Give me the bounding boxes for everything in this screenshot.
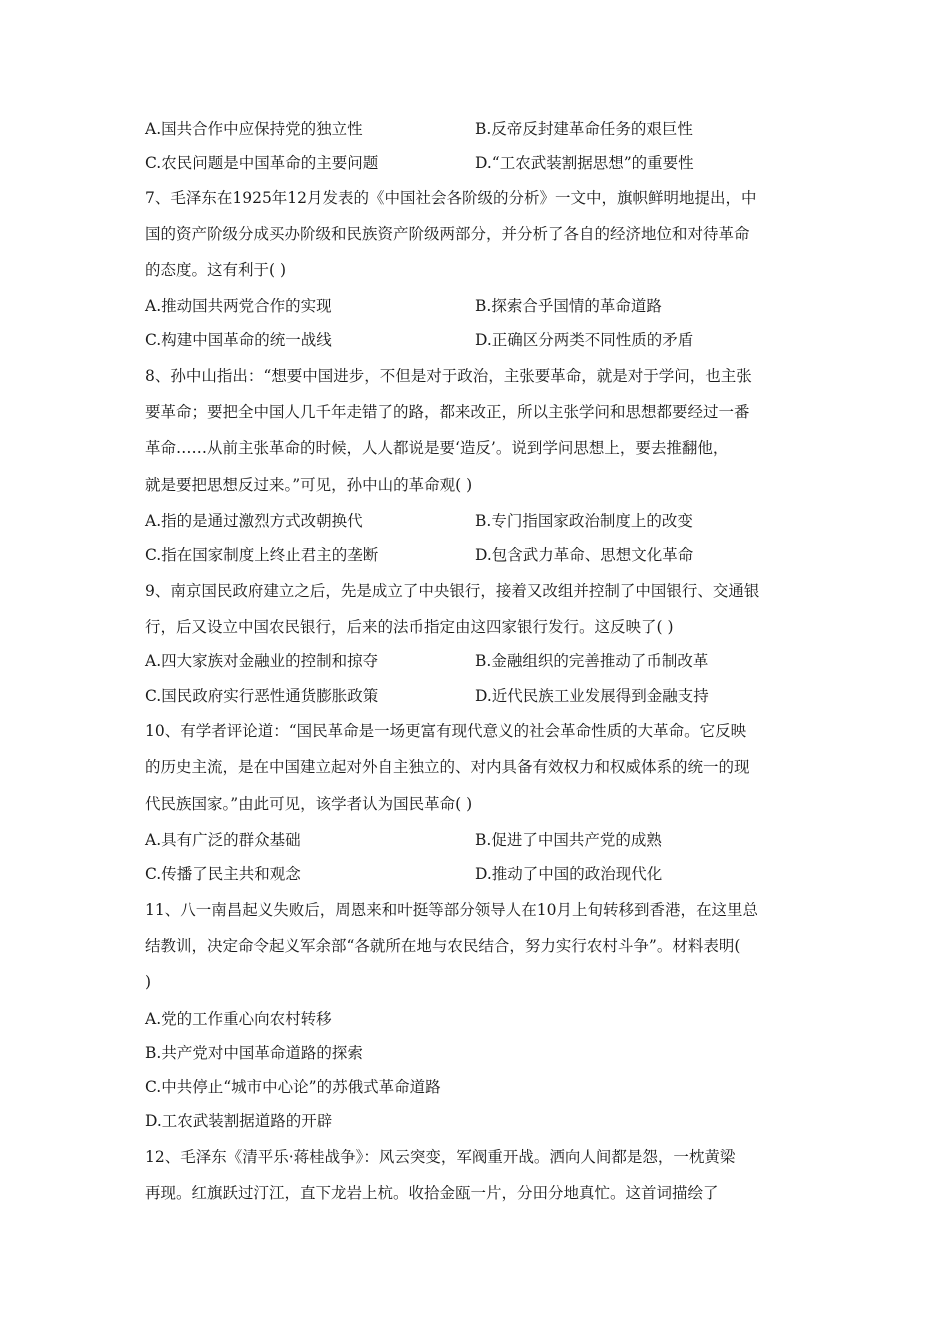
q8-stem-line-1: 8、孙中山指出：“想要中国进步，不但是对于政治，主张要革命，就是对于学问，也主张	[145, 367, 752, 385]
q7-option-d: D.正确区分两类不同性质的矛盾	[475, 331, 694, 349]
q10-option-a: A.具有广泛的群众基础	[145, 831, 301, 849]
q7-stem-line-1: 7、毛泽东在1925年12月发表的《中国社会各阶级的分析》一文中，旗帜鲜明地提出，中	[145, 189, 757, 207]
q6-option-c: C.农民问题是中国革命的主要问题	[145, 154, 379, 172]
q10-stem-line-1: 10、有学者评论道：“国民革命是一场更富有现代意义的社会革命性质的大革命。它反映	[145, 722, 747, 740]
q11-stem-line-3: )	[145, 973, 152, 991]
q6-option-b: B.反帝反封建革命任务的艰巨性	[475, 120, 693, 138]
q8-option-c: C.指在国家制度上终止君主的垄断	[145, 546, 379, 564]
q11-option-a: A.党的工作重心向农村转移	[145, 1010, 332, 1028]
q9-option-b: B.金融组织的完善推动了币制改革	[475, 652, 709, 670]
q11-stem-line-1: 11、八一南昌起义失败后，周恩来和叶挺等部分领导人在10月上旬转移到香港，在这里总	[145, 901, 758, 919]
q8-stem-line-3: 革命……从前主张革命的时候，人人都说是要‘造反’。说到学问思想上，要去推翻他，	[145, 439, 729, 457]
q10-option-c: C.传播了民主共和观念	[145, 865, 301, 883]
q6-option-a: A.国共合作中应保持党的独立性	[145, 120, 363, 138]
q10-option-d: D.推动了中国的政治现代化	[475, 865, 663, 883]
q11-stem-line-2: 结教训，决定命令起义军余部“各就所在地与农民结合，努力实行农村斗争”。材料表明(	[145, 937, 741, 955]
q8-option-b: B.专门指国家政治制度上的改变	[475, 512, 693, 530]
q7-option-c: C.构建中国革命的统一战线	[145, 331, 332, 349]
q9-stem-line-1: 9、南京国民政府建立之后，先是成立了中央银行，接着又改组并控制了中国银行、交通银	[145, 582, 760, 600]
q12-stem-line-1: 12、毛泽东《清平乐·蒋桂战争》：风云突变，军阀重开战。洒向人间都是怨，一枕黄梁	[145, 1148, 736, 1166]
q8-option-a: A.指的是通过激烈方式改朝换代	[145, 512, 363, 530]
q9-option-a: A.四大家族对金融业的控制和掠夺	[145, 652, 379, 670]
q10-option-b: B.促进了中国共产党的成熟	[475, 831, 662, 849]
q11-option-c: C.中共停止“城市中心论”的苏俄式革命道路	[145, 1078, 441, 1096]
q11-option-b: B.共产党对中国革命道路的探索	[145, 1044, 363, 1062]
q11-option-d: D.工农武装割据道路的开辟	[145, 1112, 333, 1130]
q10-stem-line-3: 代民族国家。”由此可见，该学者认为国民革命( )	[145, 795, 473, 813]
q7-option-a: A.推动国共两党合作的实现	[145, 297, 332, 315]
q9-option-d: D.近代民族工业发展得到金融支持	[475, 687, 709, 705]
q9-option-c: C.国民政府实行恶性通货膨胀政策	[145, 687, 379, 705]
q12-stem-line-2: 再现。红旗跃过汀江，直下龙岩上杭。收拾金瓯一片，分田分地真忙。这首词描绘了	[145, 1184, 719, 1202]
q8-option-d: D.包含武力革命、思想文化革命	[475, 546, 694, 564]
q7-stem-line-3: 的态度。这有利于( )	[145, 261, 287, 279]
q10-stem-line-2: 的历史主流，是在中国建立起对外自主独立的、对内具备有效权力和权威体系的统一的现	[145, 758, 750, 776]
q9-stem-line-2: 行，后又设立中国农民银行，后来的法币指定由这四家银行发行。这反映了( )	[145, 618, 674, 636]
q8-stem-line-4: 就是要把思想反过来。”可见，孙中山的革命观( )	[145, 476, 473, 494]
q6-option-d: D.“工农武装割据思想”的重要性	[475, 154, 694, 172]
q7-option-b: B.探索合乎国情的革命道路	[475, 297, 662, 315]
q8-stem-line-2: 要革命；要把全中国人几千年走错了的路，都来改正，所以主张学问和思想都要经过一番	[145, 403, 750, 421]
q7-stem-line-2: 国的资产阶级分成买办阶级和民族资产阶级两部分，并分析了各自的经济地位和对待革命	[145, 225, 750, 243]
